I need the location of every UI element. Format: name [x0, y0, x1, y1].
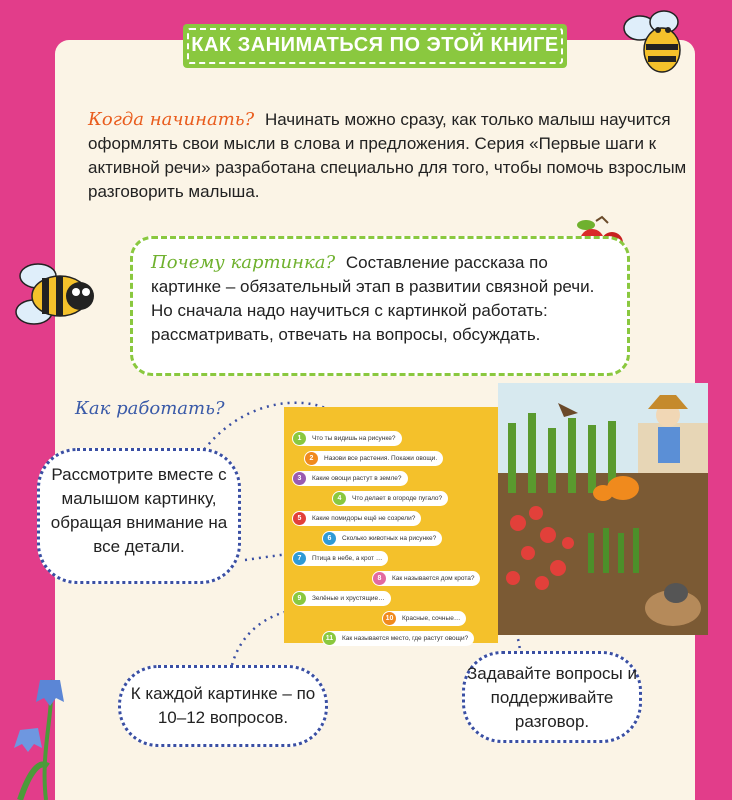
- book-question-row: [372, 571, 480, 586]
- book-question-text: Красные, сочные…: [402, 615, 461, 622]
- when-question: Когда начинать?: [88, 109, 255, 130]
- book-question-row: [322, 631, 474, 646]
- book-question-text: Сколько животных на рисунке?: [342, 535, 437, 542]
- when-text: Начинать можно сразу, как только малыш научится оформлять свои мысли в слова и предложения. Серия «Первые шаги к активной речи» разработана специально для того, чтобы помочь взрослым разговорить малыша.: [88, 110, 687, 201]
- bubble-question-count: К каждой картинке – по 10–12 вопросов.: [118, 665, 328, 747]
- book-question-number: 11: [323, 632, 336, 645]
- why-text: Составление рассказа по картинке – обязательный этап в развитии связной речи. Но сначала надо научиться с картинкой работать: рассматривать, отвечать на вопросы, обсуждать.: [151, 253, 595, 344]
- bluebell-illustration: [0, 670, 90, 800]
- book-question-text: Какие овощи растут в земле?: [312, 475, 402, 482]
- book-question-number: 10: [383, 612, 396, 625]
- book-question-text: Что ты видишь на рисунке?: [312, 435, 396, 442]
- book-question-row: [382, 611, 466, 626]
- book-question-text: Как называется дом крота?: [392, 575, 475, 582]
- book-question-number: 8: [373, 572, 386, 585]
- bubble-look-together: Рассмотрите вместе с малышом картинку, обращая внимание на все детали.: [37, 448, 241, 584]
- book-question-row: [292, 511, 421, 526]
- book-page-garden-picture: [498, 383, 708, 635]
- why-question: Почему картинка?: [151, 252, 336, 273]
- book-question-number: 2: [305, 452, 318, 465]
- book-question-row: [292, 431, 402, 446]
- book-question-text: Какие помидоры ещё не созрели?: [312, 515, 416, 522]
- how-question: Как работать?: [75, 398, 225, 419]
- book-question-number: 3: [293, 472, 306, 485]
- garden-illustration: [498, 383, 708, 635]
- book-question-number: 1: [293, 432, 306, 445]
- book-question-text: Как называется место, где растут овощи?: [342, 635, 469, 642]
- book-question-row: [322, 531, 442, 546]
- book-question-number: 6: [323, 532, 336, 545]
- book-question-row: [292, 591, 391, 606]
- book-question-number: 4: [333, 492, 346, 505]
- book-question-number: 5: [293, 512, 306, 525]
- book-question-text: Назови все растения. Покажи овощи.: [324, 455, 438, 462]
- book-question-row: [292, 551, 388, 566]
- page-title: КАК ЗАНИМАТЬСЯ ПО ЭТОЙ КНИГЕ: [191, 34, 559, 56]
- book-page-questions: [284, 407, 498, 643]
- book-question-number: 9: [293, 592, 306, 605]
- book-question-text: Зелёные и хрустящие…: [312, 595, 385, 602]
- book-question-row: [332, 491, 448, 506]
- book-question-row: [292, 471, 408, 486]
- book-question-row: [304, 451, 443, 466]
- bubble-ask-questions: Задавайте вопросы и поддерживайте разговор.: [462, 651, 642, 743]
- book-question-text: Птица в небе, а крот …: [312, 555, 383, 562]
- book-question-number: 7: [293, 552, 306, 565]
- book-question-text: Что делает в огороде пугало?: [352, 495, 443, 502]
